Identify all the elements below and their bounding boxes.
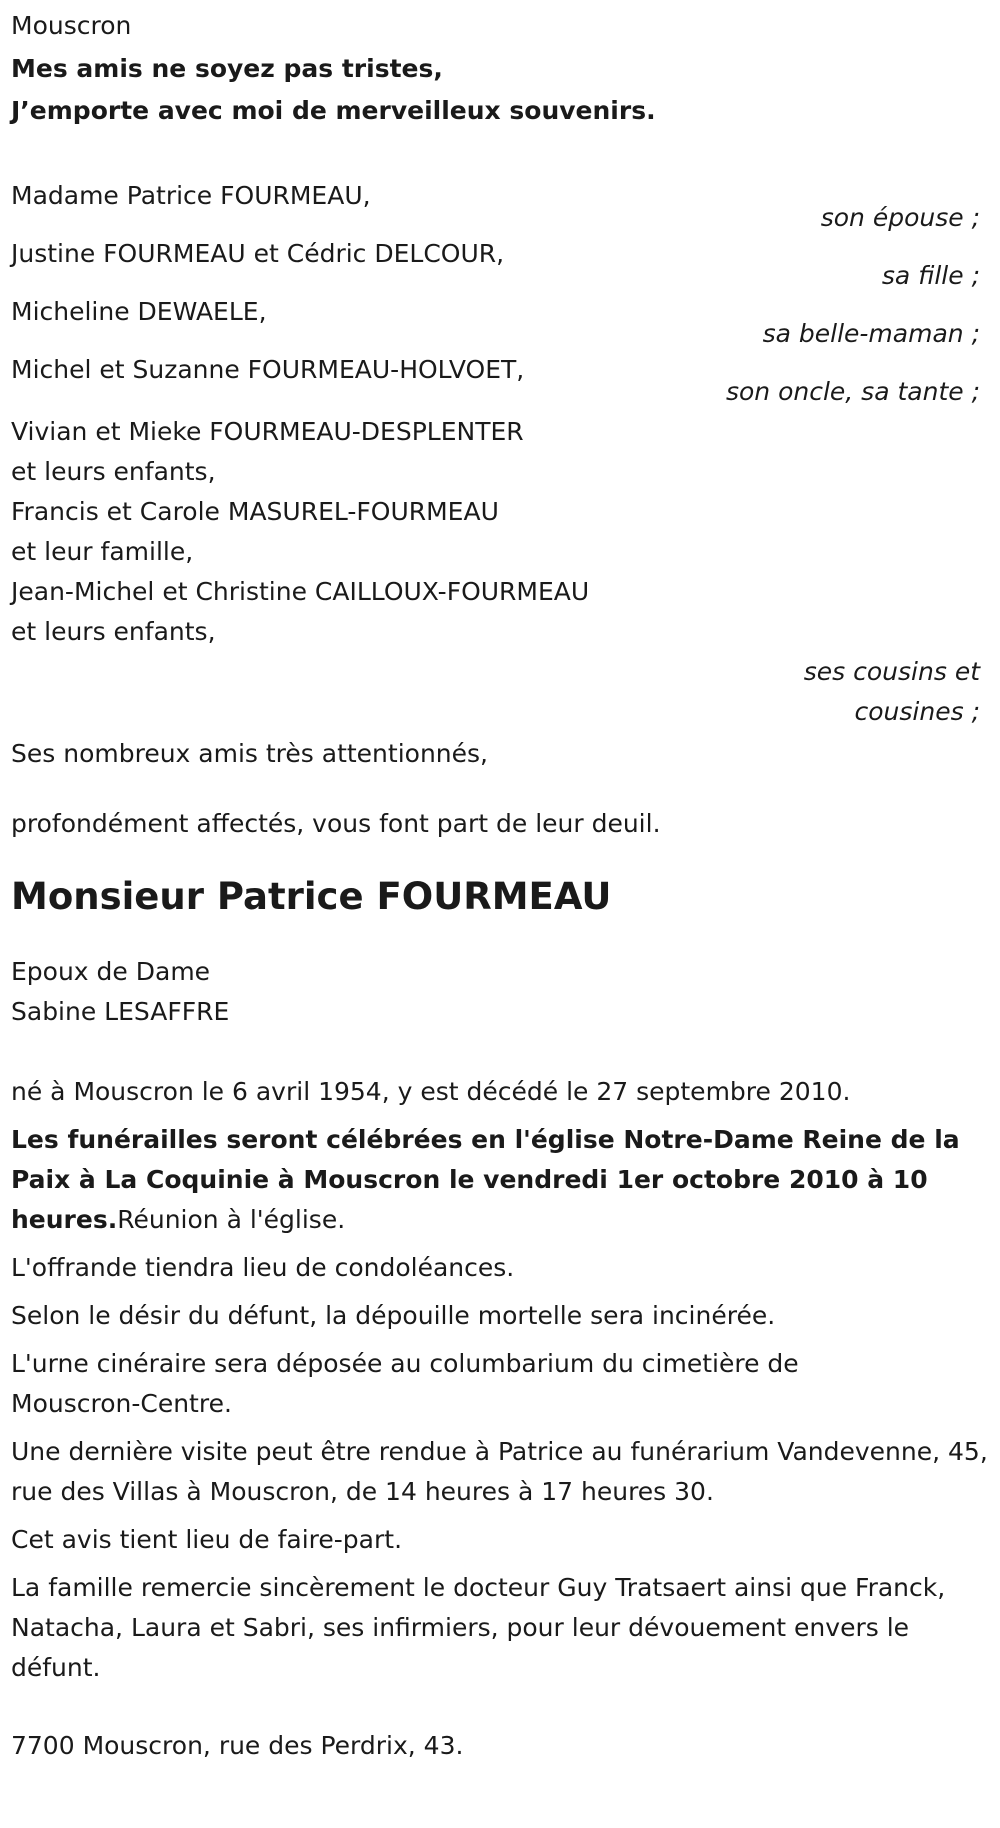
thanks-paragraph: La famille remercie sincèrement le docteur Guy Tratsaert ainsi que Franck, Natacha, Laura et Sabri, ses infirmiers, pour leur dévouement envers le défunt. (11, 1573, 946, 1682)
notice-line: Cet avis tient lieu de faire-part. (11, 1525, 403, 1554)
quote-line-2: J’emporte avec moi de merveilleux souvenirs. (11, 96, 656, 125)
family-member-role: son oncle, sa tante ; (725, 377, 980, 406)
family-member-role: cousines ; (854, 697, 980, 726)
cremation-line: Selon le désir du défunt, la dépouille mortelle sera incinérée. (11, 1301, 776, 1330)
family-member-name: Michel et Suzanne FOURMEAU-HOLVOET, (11, 355, 525, 384)
family-member-name: Justine FOURMEAU et Cédric DELCOUR, (11, 239, 505, 268)
spouse-line-2: Sabine LESAFFRE (11, 997, 230, 1026)
family-member-name: Vivian et Mieke FOURMEAU-DESPLENTER (11, 417, 524, 446)
family-member-name: Jean-Michel et Christine CAILLOUX-FOURMEAU (11, 577, 590, 606)
funeral-paragraph (11, 1120, 971, 1240)
announcement-line: profondément affectés, vous font part de leur deuil. (11, 809, 661, 838)
family-member-role: ses cousins et (803, 657, 980, 686)
funeral-details: Les funérailles seront célébrées en l'église Notre-Dame Reine de la Paix à La Coquinie à Mouscron le vendredi 1er octobre 2010 à 10 heures. (11, 1125, 960, 1234)
spouse-line-1: Epoux de Dame (11, 957, 211, 986)
family-member-role: son épouse ; (820, 203, 980, 232)
family-member-role: sa belle-maman ; (762, 319, 980, 348)
offering-line: L'offrande tiendra lieu de condoléances. (11, 1253, 515, 1282)
family-member-name: Francis et Carole MASUREL-FOURMEAU (11, 497, 499, 526)
birth-death-line: né à Mouscron le 6 avril 1954, y est décédé le 27 septembre 2010. (11, 1077, 851, 1106)
visit-paragraph: Une dernière visite peut être rendue à Patrice au funérarium Vandevenne, 45, rue des Villas à Mouscron, de 14 heures à 17 heures 30. (11, 1437, 988, 1506)
family-member-name: Madame Patrice FOURMEAU, (11, 181, 371, 210)
family-member (11, 292, 990, 352)
quote-line-1: Mes amis ne soyez pas tristes, (11, 54, 443, 83)
family-member (11, 176, 990, 236)
family-member (11, 350, 990, 410)
family-member (11, 234, 990, 294)
family-member-role: sa fille ; (881, 261, 980, 290)
family-member-group (11, 412, 990, 732)
family-member-name: et leurs enfants, (11, 457, 216, 486)
family-member-name: et leur famille, (11, 537, 194, 566)
family-member-name: et leurs enfants, (11, 617, 216, 646)
family-member-name: Micheline DEWAELE, (11, 297, 267, 326)
deceased-name: Monsieur Patrice FOURMEAU (11, 875, 612, 918)
friends-line: Ses nombreux amis très attentionnés, (11, 739, 488, 768)
funeral-meeting: Réunion à l'église. (117, 1205, 346, 1234)
city-heading: Mouscron (11, 11, 132, 40)
address-line: 7700 Mouscron, rue des Perdrix, 43. (11, 1731, 464, 1760)
urn-paragraph: L'urne cinéraire sera déposée au columbarium du cimetière de Mouscron-Centre. (11, 1349, 799, 1418)
